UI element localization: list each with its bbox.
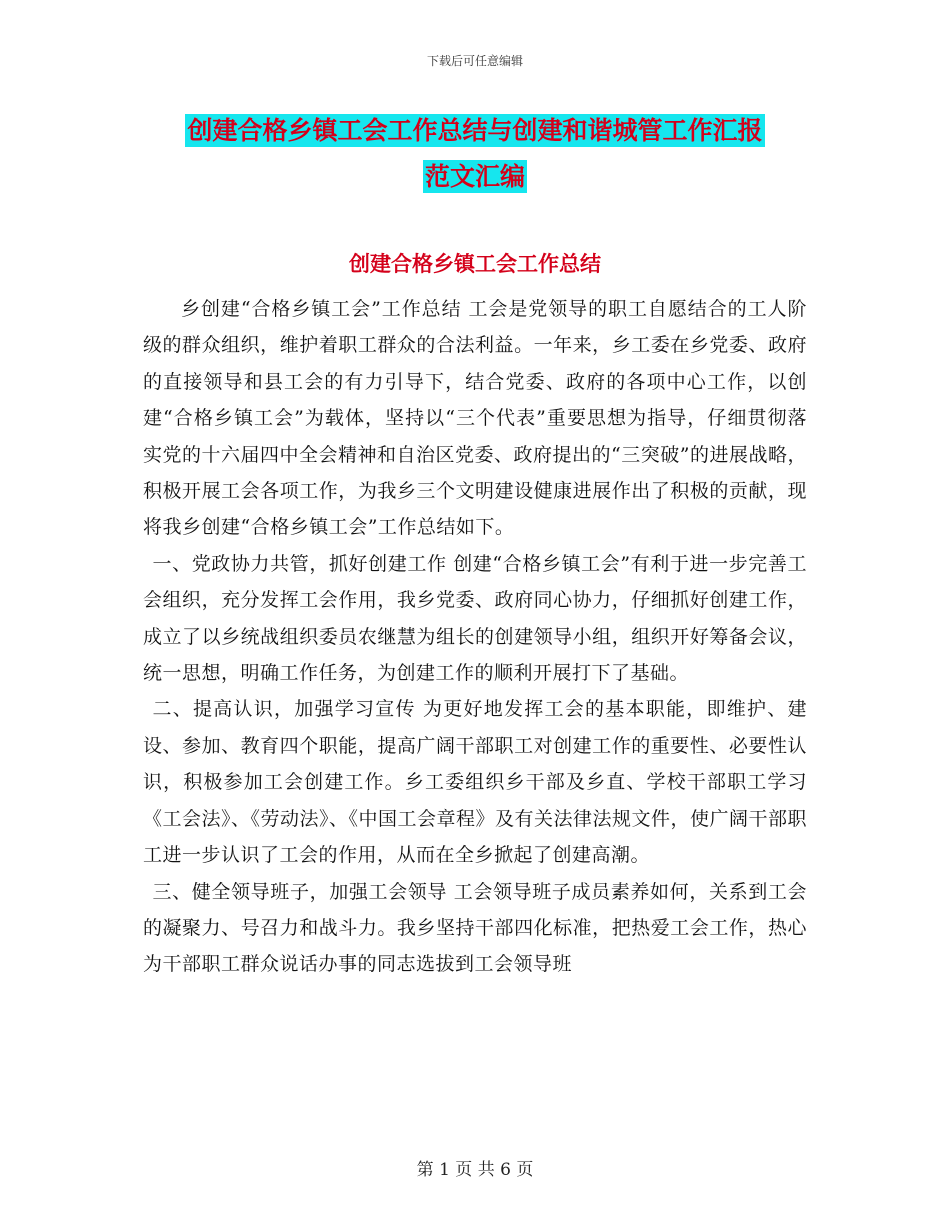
title-line-1: 创建合格乡镇工会工作总结与创建和谐城管工作汇报 xyxy=(187,116,763,145)
paragraph-section-1: 一、党政协力共管，抓好创建工作 创建“合格乡镇工会”有利于进一步完善工会组织，充分发挥工会作用，我乡党委、政府同心协力，仔细抓好创建工作，成立了以乡统战组织委员农继慧为组长的创建领导小组，组织开好筹备会议，统一思想，明确工作任务，为创建工作的顺利开展打下了基础。 xyxy=(143,552,807,685)
title-line-2: 范文汇编 xyxy=(424,162,525,191)
page-footer: 第 1 页 共 6 页 xyxy=(416,1160,534,1180)
document-title xyxy=(0,108,950,200)
paragraph-section-3: 三、健全领导班子，加强工会领导 工会领导班子成员素养如何，关系到工会的凝聚力、号召力和战斗力。我乡坚持干部四化标准，把热爱工会工作，热心为干部职工群众说话办事的同志选拔到工会领导班 xyxy=(143,880,807,976)
header-note: 下载后可任意编辑 xyxy=(426,54,523,68)
paragraph-intro: 乡创建“合格乡镇工会”工作总结 工会是党领导的职工自愿结合的工人阶级的群众组织，维护着职工群众的合法利益。一年来，乡工委在乡党委、政府的直接领导和县工会的有力引导下，结合党委、政府的各项中心工作，以创建“合格乡镇工会”为载体，坚持以“三个代表”重要思想为指导，仔细贯彻落实党的十六届四中全会精神和自治区党委、政府提出的“三突破”的进展战略，积极开展工会各项工作，为我乡三个文明建设健康进展作出了积极的贡献，现将我乡创建“合格乡镇工会”工作总结如下。 xyxy=(143,298,807,539)
paragraph-section-2: 二、提高认识，加强学习宣传 为更好地发挥工会的基本职能，即维护、建设、参加、教育四个职能，提高广阔干部职工对创建工作的重要性、必要性认识，积极参加工会创建工作。乡工委组织乡干部及乡直、学校干部职工学习《工会法》、《劳动法》、《中国工会章程》及有关法律法规文件，使广阔干部职工进一步认识了工会的作用，从而在全乡掀起了创建高潮。 xyxy=(143,698,808,867)
section-title: 创建合格乡镇工会工作总结 xyxy=(349,251,601,276)
body-text xyxy=(143,291,807,983)
